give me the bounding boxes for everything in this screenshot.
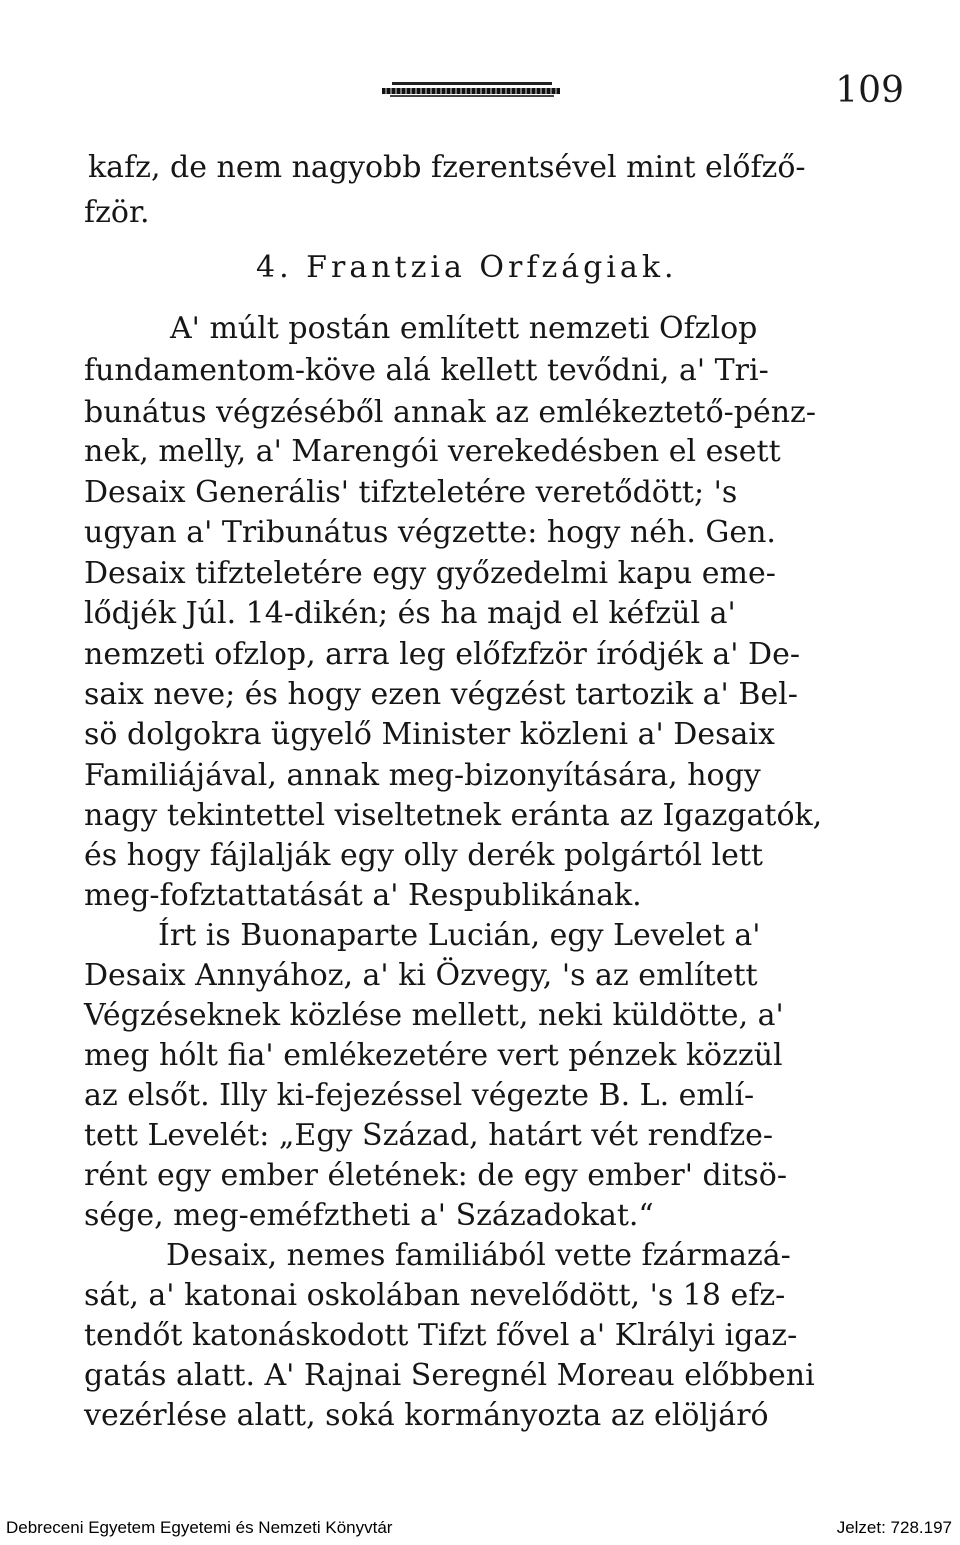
text-line: fundamentom-köve alá kellett tevődni, a' Tri- xyxy=(84,353,769,388)
text-line: sö dolgokra ügyelő Minister közleni a' Desaix xyxy=(84,717,775,752)
text-line: Végzéseknek közlése mellett, neki küldötte, a' xyxy=(84,998,784,1033)
text-line: Familiájával, annak meg-bizonyítására, hogy xyxy=(84,758,761,793)
text-line: saix neve; és hogy ezen végzést tartozik a' Bel- xyxy=(84,677,798,712)
text-line: Írt is Buonaparte Lucián, egy Levelet a' xyxy=(158,918,761,953)
text-line: sát, a' katonai oskolában nevelődött, 's 18 efz- xyxy=(84,1278,786,1313)
shelfmark-label: Jelzet: 728.197 xyxy=(836,1518,952,1537)
header-ornament xyxy=(382,82,560,98)
page-number: 109 xyxy=(835,70,904,111)
text-line: Desaix Annyához, a' ki Özvegy, 's az említett xyxy=(84,958,758,993)
text-line: nemzeti ofzlop, arra leg előfzfzör íródjék a' De- xyxy=(84,637,801,672)
text-line: nek, melly, a' Marengói verekedésben el esett xyxy=(84,434,781,469)
text-line: ugyan a' Tribunátus végzette: hogy néh. Gen. xyxy=(84,515,776,550)
text-line: Desaix tifzteletére egy győzedelmi kapu eme- xyxy=(84,556,776,591)
text-line: Desaix, nemes familiából vette fzármazá- xyxy=(166,1238,791,1273)
text-line: gatás alatt. A' Rajnai Seregnél Moreau előbbeni xyxy=(84,1358,815,1393)
text-line: bunátus végzéséből annak az emlékeztető-pénz- xyxy=(84,395,816,430)
text-line: tett Levelét: „Egy Század, határt vét rendfze- xyxy=(84,1118,774,1153)
section-heading: 4. Frantzia Orfzágiak. xyxy=(256,250,678,285)
text-line: az elsőt. Illy ki-fejezéssel végezte B. L. emlí- xyxy=(84,1078,755,1113)
text-line: fzör. xyxy=(84,195,150,230)
text-line: tendőt katonáskodott Tifzt fővel a' Klrályi igaz- xyxy=(84,1318,798,1353)
library-credit: Debreceni Egyetem Egyetemi és Nemzeti Könyvtár xyxy=(6,1518,393,1537)
text-line: Desaix Generális' tifzteletére veretődött; 's xyxy=(84,475,738,510)
text-line: meg-fofztattatását a' Respublikának. xyxy=(84,878,642,913)
text-line: meg hólt fia' emlékezetére vert pénzek közzül xyxy=(84,1038,783,1073)
text-line: rént egy ember életének: de egy ember' ditsö- xyxy=(84,1158,787,1193)
text-line: és hogy fájlalják egy olly derék polgártól lett xyxy=(84,838,763,873)
text-line: kafz, de nem nagyobb fzerentsével mint előfző- xyxy=(88,150,806,185)
text-line: nagy tekintettel viseltetnek eránta az Igazgatók, xyxy=(84,798,823,833)
ornament-rule-top xyxy=(392,82,552,85)
text-line: A' múlt postán említett nemzeti Ofzlop xyxy=(170,311,758,346)
ornament-rule-bottom xyxy=(390,95,554,97)
text-line: vezérlése alatt, soká kormányozta az elöljáró xyxy=(84,1398,769,1433)
text-line: sége, meg-eméfztheti a' Századokat.“ xyxy=(84,1198,654,1233)
text-line: lődjék Júl. 14-dikén; és ha majd el kéfzül a' xyxy=(84,596,736,631)
ornament-rule-middle xyxy=(382,88,560,94)
